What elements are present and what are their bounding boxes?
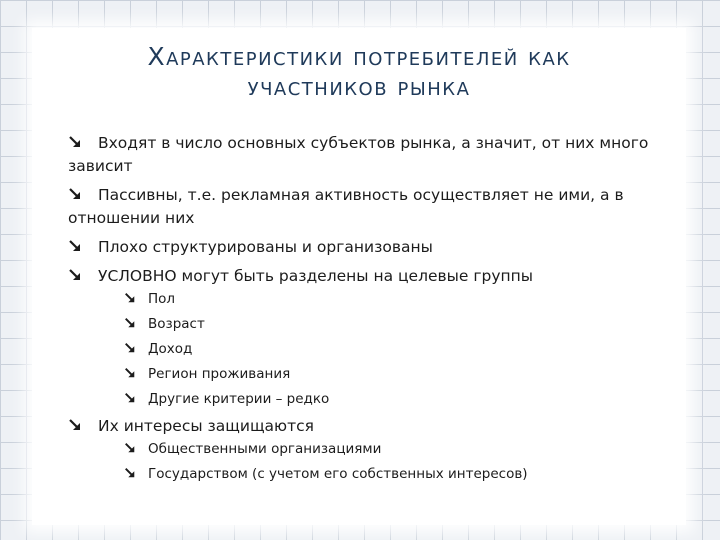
arrow-down-right-icon — [68, 187, 82, 201]
arrow-down-right-icon — [124, 442, 136, 454]
arrow-down-right-icon — [124, 367, 136, 379]
bullet-text: Пассивны, т.е. рекламная активность осуществляет не ими, а в отношении них — [68, 186, 624, 227]
sub-bullet-item — [124, 465, 668, 483]
arrow-down-right-icon — [124, 292, 136, 304]
arrow-down-right-icon — [124, 317, 136, 329]
bullet-item — [68, 265, 668, 408]
arrow-down-right-icon — [124, 342, 136, 354]
bullet-item — [68, 184, 668, 230]
sub-bullet-text: Общественными организациями — [148, 441, 382, 457]
slide-title-line-1: Характеристики потребителей как — [147, 42, 571, 71]
arrow-down-right-icon — [124, 392, 136, 404]
sub-bullet-list — [68, 290, 668, 408]
bullet-item — [68, 415, 668, 483]
sub-bullet-item — [124, 390, 668, 408]
sub-bullet-list — [68, 440, 668, 483]
bullet-text: Плохо структурированы и организованы — [98, 238, 433, 256]
slide — [32, 28, 686, 525]
arrow-down-right-icon — [68, 239, 82, 253]
arrow-down-right-icon — [68, 135, 82, 149]
bullet-item — [68, 132, 668, 178]
sub-bullet-item — [124, 365, 668, 383]
bullet-text: Их интересы защищаются — [98, 417, 314, 435]
sub-bullet-item — [124, 290, 668, 308]
arrow-down-right-icon — [68, 418, 82, 432]
sub-bullet-text: Возраст — [148, 316, 205, 332]
bullet-list — [68, 132, 668, 490]
sub-bullet-text: Пол — [148, 291, 176, 307]
arrow-down-right-icon — [124, 467, 136, 479]
sub-bullet-text: Доход — [148, 341, 193, 357]
bullet-item — [68, 236, 668, 259]
slide-title — [32, 42, 686, 102]
sub-bullet-text: Регион проживания — [148, 366, 291, 382]
sub-bullet-item — [124, 440, 668, 458]
bullet-text: Входят в число основных субъектов рынка, а значит, от них много зависит — [68, 134, 649, 175]
sub-bullet-item — [124, 340, 668, 358]
slide-title-line-2: участников рынка — [247, 72, 471, 101]
sub-bullet-text: Другие критерии – редко — [148, 391, 330, 407]
bullet-text: УСЛОВНО могут быть разделены на целевые группы — [98, 267, 534, 285]
arrow-down-right-icon — [68, 268, 82, 282]
sub-bullet-item — [124, 315, 668, 333]
sub-bullet-text: Государством (с учетом его собственных интересов) — [148, 466, 528, 482]
